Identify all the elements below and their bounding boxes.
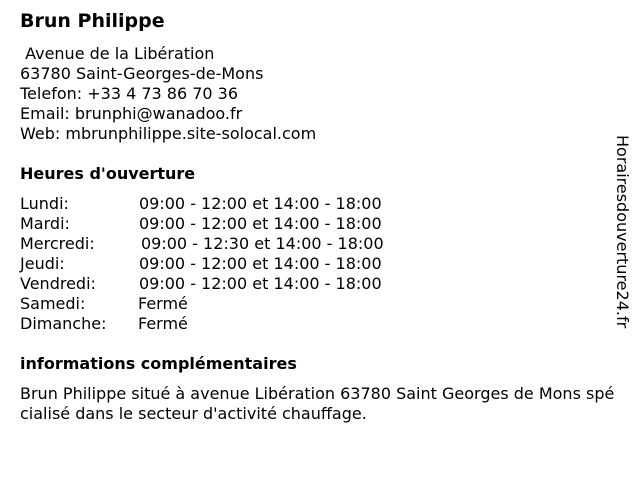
email-line[interactable]: Email: brunphi@wanadoo.fr [20, 104, 243, 123]
time-value: 09:00 - 12:30 et 14:00 - 18:00 [141, 234, 384, 253]
hours-heading: Heures d'ouverture [20, 164, 196, 183]
time-value: 09:00 - 12:00 et 14:00 - 18:00 [139, 194, 382, 213]
time-value: Fermé [138, 314, 188, 333]
time-value: 09:00 - 12:00 et 14:00 - 18:00 [139, 274, 382, 293]
day-label: Vendredi: [20, 274, 96, 293]
site-watermark [612, 135, 632, 347]
day-label: Lundi: [20, 194, 69, 213]
watermark-text: Horairesdouverture24.fr [613, 135, 632, 329]
day-label: Mardi: [20, 214, 70, 233]
info-text: Brun Philippe situé à avenue Libération 63780 Saint Georges de Mons spécialisé dans le secteur d'activité chauffage. [20, 384, 615, 423]
day-label: Jeudi: [20, 254, 65, 273]
phone-line[interactable]: Telefon: +33 4 73 86 70 36 [20, 84, 239, 103]
address-city: 63780 Saint-Georges-de-Mons [20, 64, 264, 83]
day-label: Samedi: [20, 294, 86, 313]
time-value: Fermé [138, 294, 188, 313]
contact-block [20, 44, 316, 144]
info-heading: informations complémentaires [20, 354, 297, 373]
time-value: 09:00 - 12:00 et 14:00 - 18:00 [139, 254, 382, 273]
time-value: 09:00 - 12:00 et 14:00 - 18:00 [139, 214, 382, 233]
web-line[interactable]: Web: mbrunphilippe.site-solocal.com [20, 124, 317, 143]
day-label: Dimanche: [20, 314, 107, 333]
address-street: Avenue de la Libération [20, 44, 215, 63]
day-label: Mercredi: [20, 234, 95, 253]
business-name: Brun Philippe [20, 10, 165, 32]
